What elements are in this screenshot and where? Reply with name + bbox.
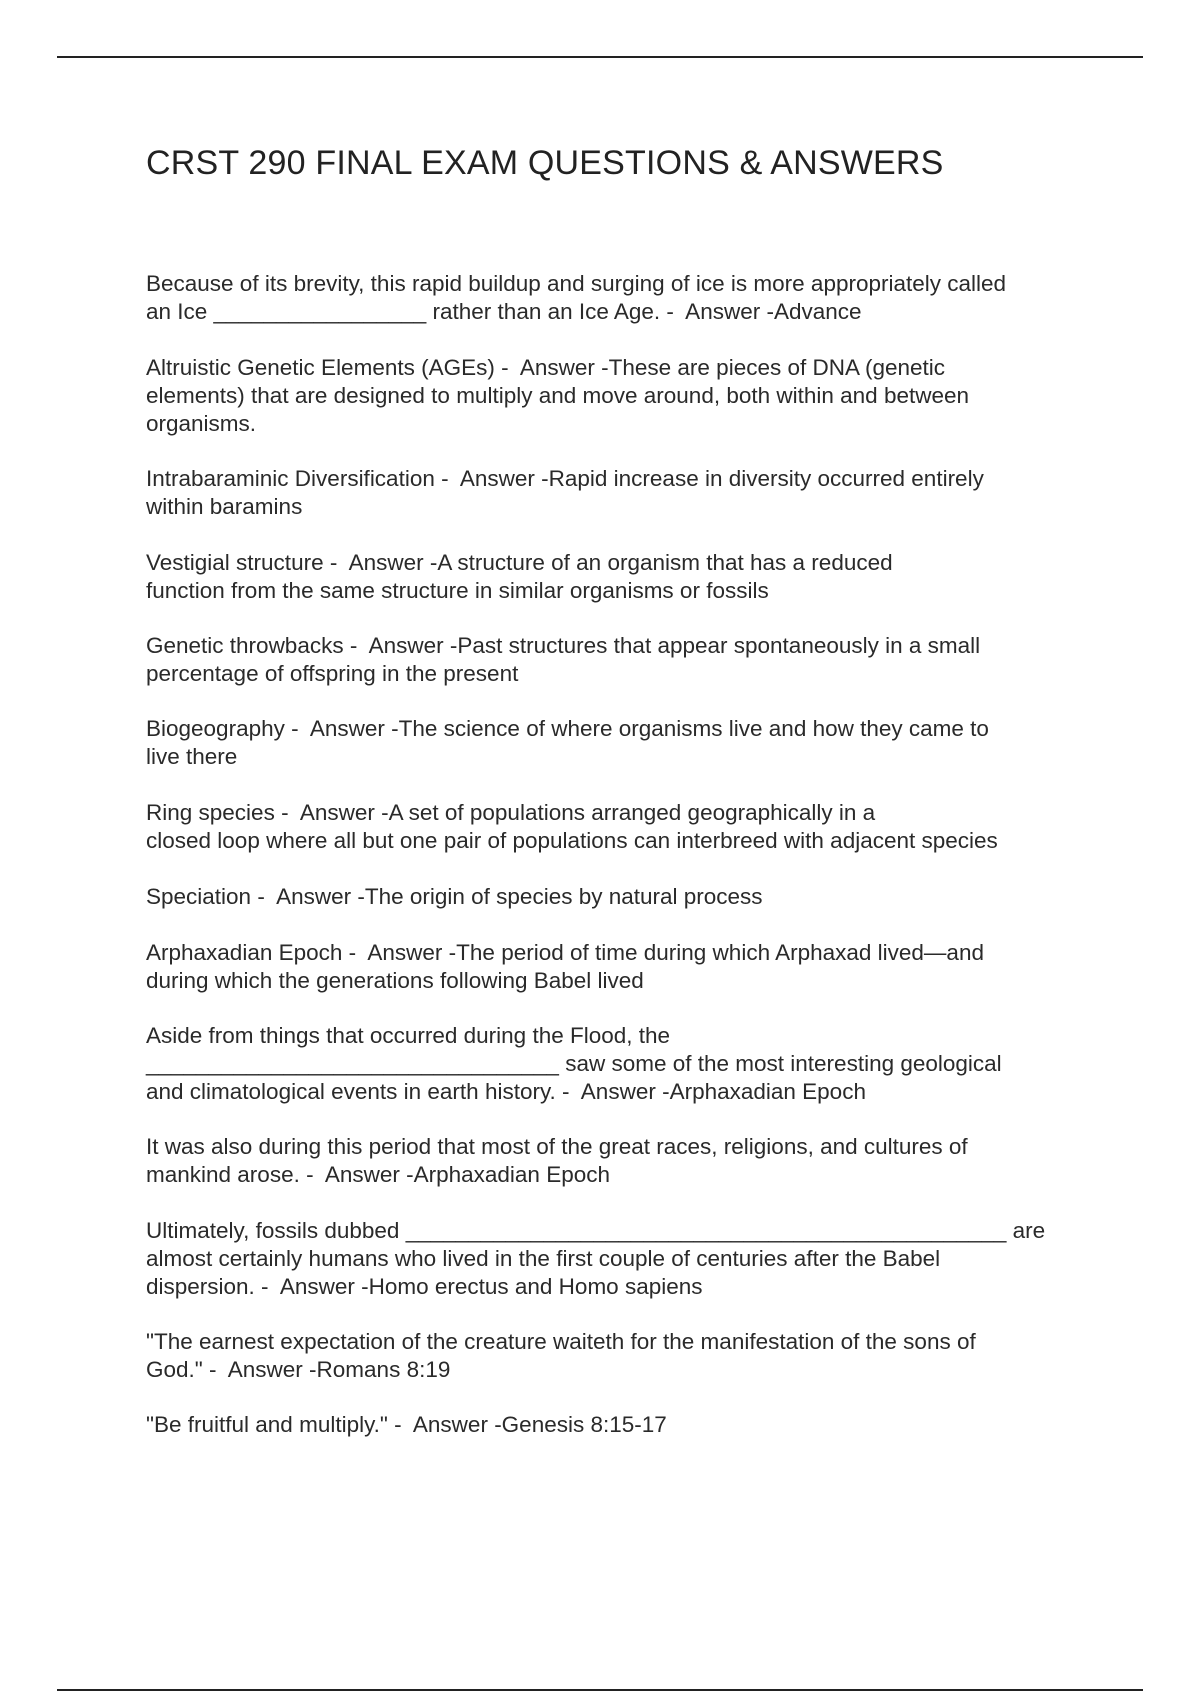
page-title: CRST 290 FINAL EXAM QUESTIONS & ANSWERS (146, 144, 944, 182)
qa-line: mankind arose. - Answer -Arphaxadian Epoch (146, 1162, 610, 1187)
qa-line: Because of its brevity, this rapid buildup and surging of ice is more appropriately called (146, 271, 1007, 296)
qa-item (146, 632, 980, 688)
qa-item (146, 1133, 968, 1189)
qa-line: and climatological events in earth history. - Answer -Arphaxadian Epoch (146, 1079, 866, 1104)
qa-line: Ultimately, fossils dubbed ________________________________________________ are (146, 1218, 1046, 1243)
qa-item (146, 549, 893, 605)
qa-item (146, 270, 1006, 326)
qa-line: God." - Answer -Romans 8:19 (146, 1357, 451, 1382)
qa-item (146, 939, 984, 995)
qa-line: Speciation - Answer -The origin of species by natural process (146, 884, 763, 909)
qa-line: almost certainly humans who lived in the first couple of centuries after the Babel (146, 1246, 941, 1271)
qa-line: "The earnest expectation of the creature waiteth for the manifestation of the sons of (146, 1329, 976, 1354)
qa-line: percentage of offspring in the present (146, 661, 519, 686)
qa-line: Vestigial structure - Answer -A structure of an organism that has a reduced (146, 550, 893, 575)
qa-line: Arphaxadian Epoch - Answer -The period of time during which Arphaxad lived—and (146, 940, 984, 965)
qa-line: Genetic throwbacks - Answer -Past structures that appear spontaneously in a small (146, 633, 981, 658)
qa-line: _________________________________ saw some of the most interesting geological (146, 1051, 1002, 1076)
qa-item (146, 1411, 667, 1439)
qa-line: It was also during this period that most of the great races, religions, and cultures of (146, 1134, 968, 1159)
qa-line: "Be fruitful and multiply." - Answer -Genesis 8:15-17 (146, 1412, 667, 1437)
qa-line: live there (146, 744, 238, 769)
qa-line: Intrabaraminic Diversification - Answer -Rapid increase in diversity occurred entirely (146, 466, 984, 491)
qa-line: elements) that are designed to multiply and move around, both within and between (146, 383, 970, 408)
qa-line: Ring species - Answer -A set of populations arranged geographically in a (146, 800, 876, 825)
bottom-divider (57, 1689, 1143, 1691)
qa-line: Altruistic Genetic Elements (AGEs) - Answer -These are pieces of DNA (genetic (146, 355, 946, 380)
qa-line: organisms. (146, 411, 257, 436)
qa-line: closed loop where all but one pair of populations can interbreed with adjacent species (146, 828, 998, 853)
qa-line: within baramins (146, 494, 303, 519)
qa-line: Aside from things that occurred during the Flood, the (146, 1023, 671, 1048)
qa-item (146, 799, 998, 855)
qa-line: dispersion. - Answer -Homo erectus and Homo sapiens (146, 1274, 703, 1299)
qa-item (146, 1022, 1002, 1106)
qa-item (146, 465, 984, 521)
qa-item (146, 883, 763, 911)
top-divider (57, 56, 1143, 58)
qa-line: function from the same structure in similar organisms or fossils (146, 578, 769, 603)
qa-line: Biogeography - Answer -The science of where organisms live and how they came to (146, 716, 989, 741)
qa-line: an Ice _________________ rather than an Ice Age. - Answer -Advance (146, 299, 862, 324)
qa-item (146, 354, 969, 438)
qa-item (146, 1217, 1045, 1301)
qa-item (146, 1328, 976, 1384)
qa-line: during which the generations following Babel lived (146, 968, 644, 993)
qa-item (146, 715, 989, 771)
